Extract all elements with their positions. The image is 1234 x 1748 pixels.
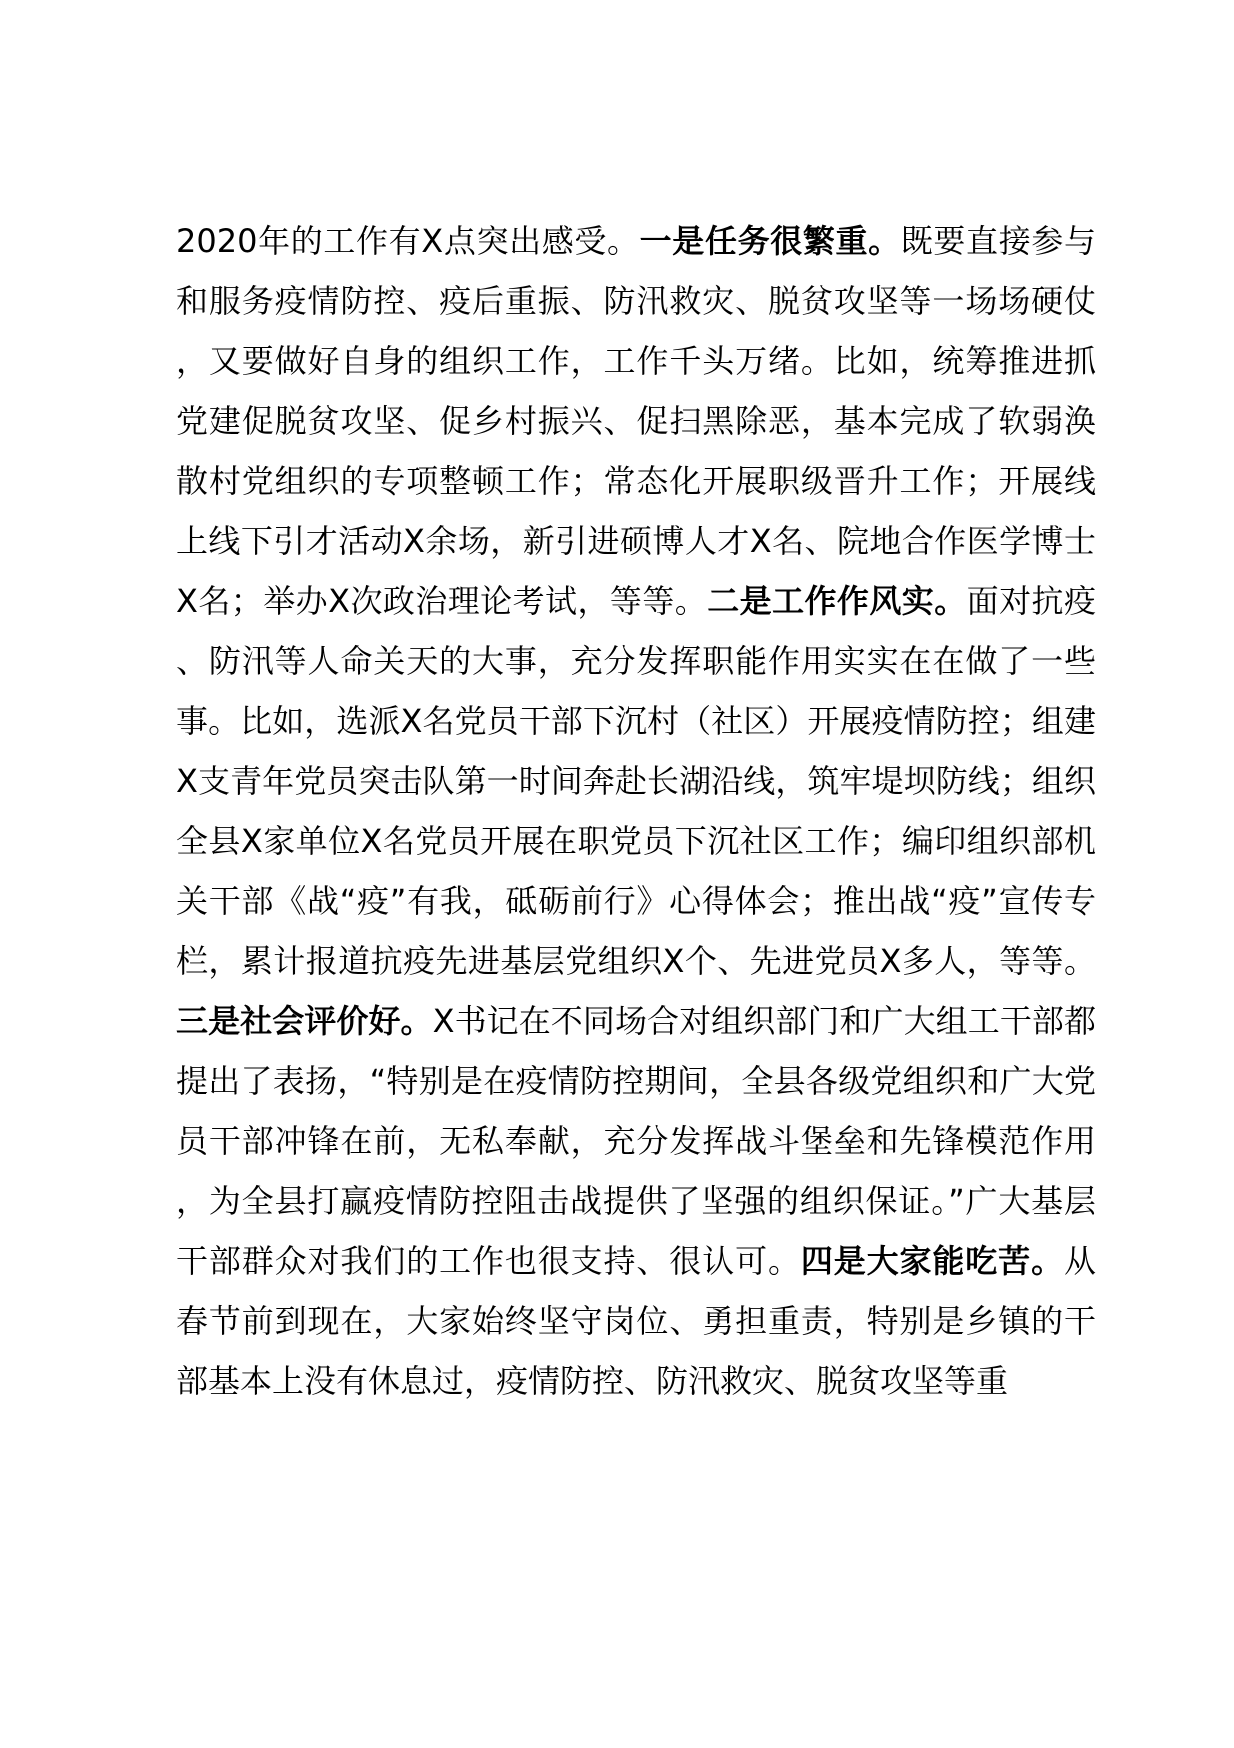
text-segment: 面对抗疫、防汛等人命关天的大事，充分发挥职能作用实实在在做了一些事。比如，选派X名党员干部下沉村（社区）开展疫情防控；组建X支青年党员突击队第一时间奔赴长湖沿线，筑牢堤坝防线；组织全县X家单位X名党员开展在职党员下沉社区工作；编印组织部机关干部《战“疫”有我，砥砺前行》心得体会；推出战“疫”宣传专栏，累计报道抗疫先进基层党组织X个、先进党员X多人，等等。 bbox=[176, 582, 1096, 980]
text-segment: 2020年的工作有X点突出感受。 bbox=[176, 222, 640, 260]
bold-heading-one: 一是任务很繁重。 bbox=[639, 222, 901, 260]
bold-heading-four: 四是大家能吃苦。 bbox=[800, 1242, 1064, 1280]
bold-heading-three: 三是社会评价好。 bbox=[176, 1002, 433, 1040]
text-segment: 从春节前到现在，大家始终坚守岗位、勇担重责，特别是乡镇的干部基本上没有休息过，疫情防控、防汛救灾、脱贫攻坚等重 bbox=[176, 1242, 1096, 1400]
text-segment: 既要直接参与和服务疫情防控、疫后重振、防汛救灾、脱贫攻坚等一场场硬仗，又要做好自身的组织工作，工作千头万绪。比如，统筹推进抓党建促脱贫攻坚、促乡村振兴、促扫黑除恶，基本完成了软弱涣散村党组织的专项整顿工作；常态化开展职级晋升工作；开展线上线下引才活动X余场，新引进硕博人才X名、院地合作医学博士X名；举办X次政治理论考试，等等。 bbox=[176, 222, 1096, 620]
text-segment: X书记在不同场合对组织部门和广大组工干部都提出了表扬，“特别是在疫情防控期间，全县各级党组织和广大党员干部冲锋在前，无私奉献，充分发挥战斗堡垒和先锋模范作用，为全县打赢疫情防控阻击战提供了坚强的组织保证。”广大基层干部群众对我们的工作也很支持、很认可。 bbox=[176, 1002, 1096, 1280]
body-paragraph bbox=[176, 211, 1096, 1411]
bold-heading-two: 二是工作作风实。 bbox=[707, 582, 967, 620]
